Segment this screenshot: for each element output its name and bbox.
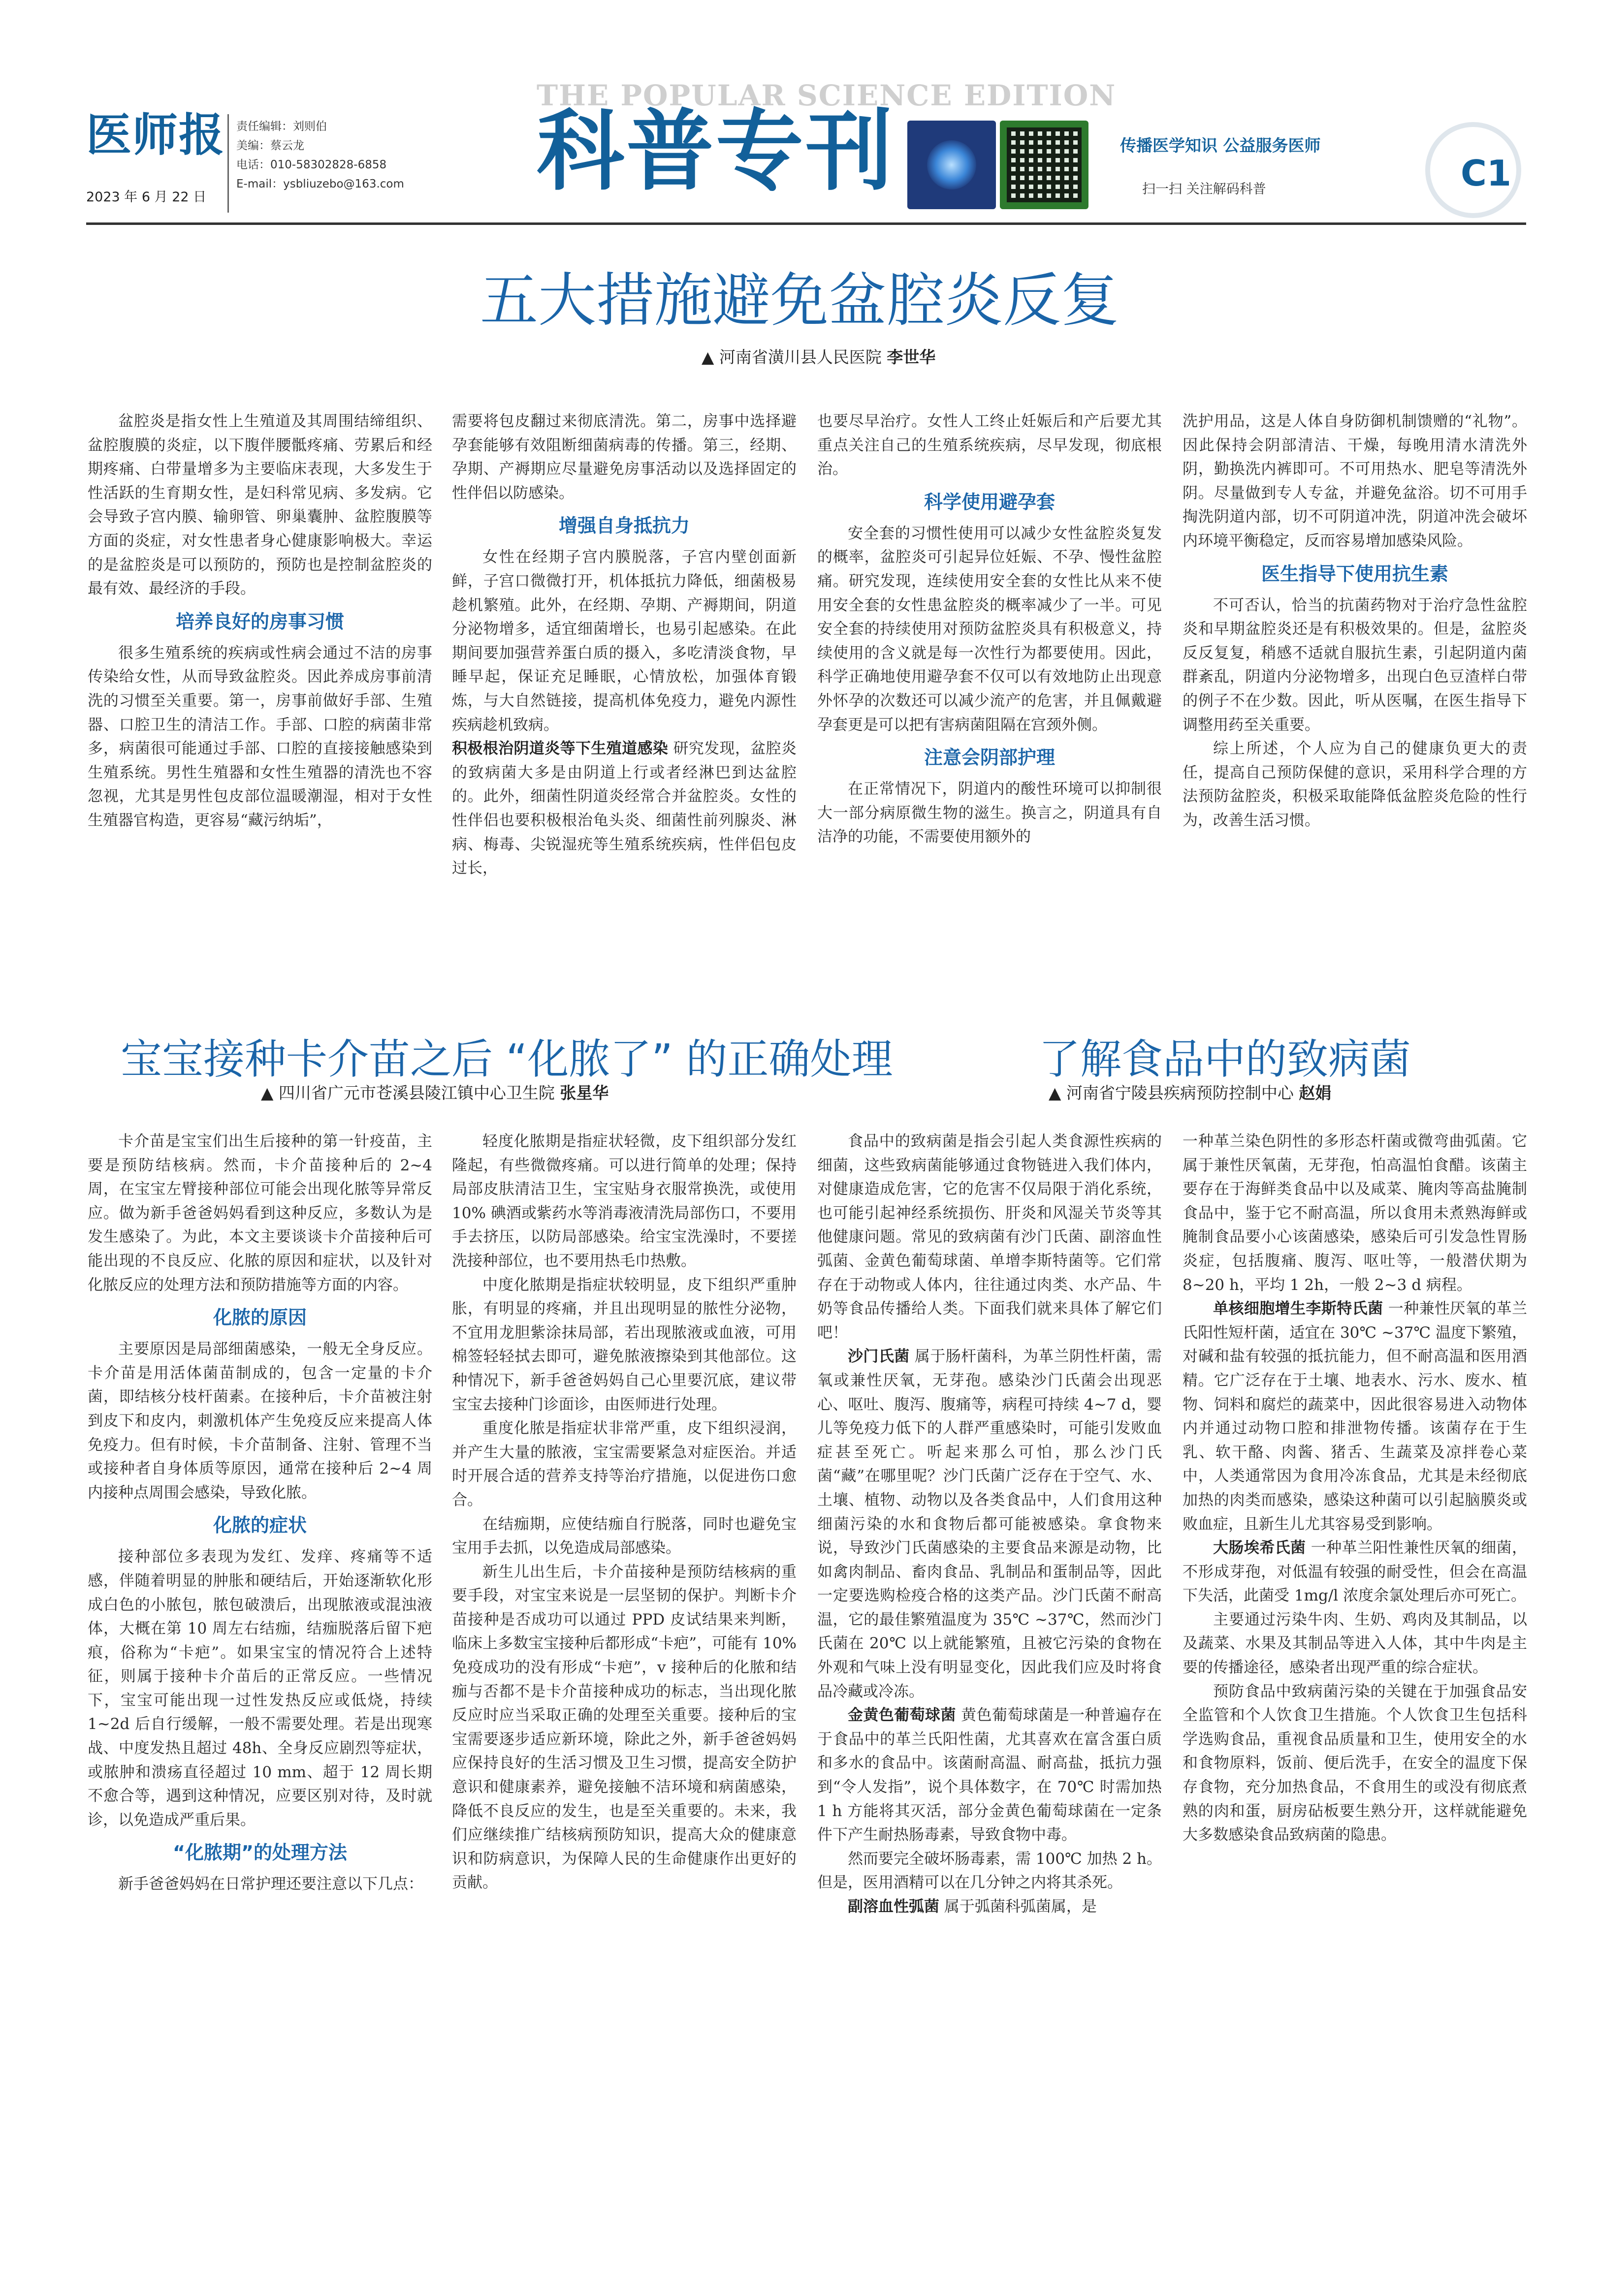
header-rule [86, 222, 1526, 225]
issue-date: 2023 年 6 月 22 日 [86, 189, 207, 205]
page-number-badge [1425, 122, 1526, 225]
paragraph-lead: 副溶血性弧菌 [848, 1898, 939, 1916]
article1-title: 五大措施避免盆腔炎反复 [480, 266, 1119, 334]
paragraph: 综上所述，个人应为自己的健康负更大的责任，提高自己预防保健的意识，采用科学合理的方法预防盆腔炎，积极采取能降低盆腔炎危险的性行为，改善生活习惯。 [1183, 740, 1527, 829]
paragraph: 女性在经期子宫内膜脱落，子宫内壁创面新鲜，子宫口微微打开，机体抵抗力降低，细菌极易趁机繁殖。此外，在经期、孕期、产褥期间，阴道分泌物增多，适宜细菌增长，也易引起感染。在此期间要加强营养蛋白质的摄入，多吃清淡食物，早睡早起，保证充足睡眠，心情放松，加强体育锻炼，与大自然链接，提高机体免疫力，避免内源性疾病趁机致病。 [452, 548, 797, 734]
paragraph: 新手爸爸妈妈在日常护理还要注意以下几点： [118, 1875, 423, 1893]
paragraph: 主要原因是局部细菌感染，一般无全身反应。卡介苗是用活体菌苗制成的，包含一定量的卡介菌，即结核分枝杆菌素。在接种后，卡介苗被注射到皮下和皮内，刺激机体产生免疫反应来提高人体免疫力。但有时候，卡介苗制备、注射、管理不当或接种者自身体质等原因，通常在接种后 2~4 周内接种点周围会感染，导致化脓。 [88, 1340, 432, 1502]
paragraph-lead: 单核细胞增生李斯特氏菌 [1213, 1300, 1383, 1318]
paragraph: 属于肠杆菌科，为革兰阴性杆菌，需氧或兼性厌氧，无芽孢。感染沙门氏菌会出现恶心、呕吐、腹泻、腹痛等，病程可持续 4~7 d，婴儿等免疫力低下的人群严重感染时，可能引发败血症甚至死亡。听起来那么可怕，那么沙门氏菌“藏”在哪里呢？沙门氏菌广泛存在于空气、水、土壤、植物、动物以及各类食品中，人们食用这种细菌污染的水和食物后都可能被感染。拿食物来说，导致沙门氏菌感染的主要食品来源是动物，比如禽肉制品、畜肉食品、乳制品和蛋制品等，因此一定要选购检疫合格的这类产品。沙门氏菌不耐高温，它的最佳繁殖温度为 35℃ ~37℃，然而沙门氏菌在 20℃ 以上就能繁殖，且被它污染的食物在外观和气味上没有明显变化，因此我们应及时将食品冷藏或冷冻。 [817, 1348, 1162, 1700]
article3-byline [1049, 1080, 1331, 1103]
paragraph: 轻度化脓期是指症状轻微，皮下组织部分发红隆起，有些微微疼痛。可以进行简单的处理；保持局部皮肤清洁卫生，宝宝贴身衣服常换洗，或使用 10% 碘酒或紫药水等消毒液清洗局部伤口，不要用手去挤压，以防局部感染。给宝宝洗澡时，不要搓洗接种部位，也不要用热毛巾热敷。 [452, 1132, 797, 1270]
paragraph: 主要通过污染牛肉、生奶、鸡肉及其制品，以及蔬菜、水果及其制品等进入人体，其中牛肉是主要的传播途径，感染者出现严重的综合症状。 [1183, 1610, 1527, 1677]
section-heading: 注意会阴部护理 [924, 747, 1055, 769]
scan-prompt: 扫一扫 关注解码科普 [1142, 182, 1266, 197]
paragraph: 在结痂期，应使结痂自行脱落，同时也避免宝宝用手去抓，以免造成局部感染。 [452, 1515, 797, 1557]
article2-column-1 [88, 1130, 432, 2276]
byline-author: 张星华 [560, 1083, 609, 1102]
article2-title: 宝宝接种卡介苗之后 “化脓了” 的正确处理 [121, 1035, 893, 1083]
paragraph: 一种兼性厌氧的革兰氏阳性短杆菌，适宜在 30℃ ~37℃ 温度下繁殖，对碱和盐有较强的抵抗能力，但不耐高温和医用酒精。它广泛存在于土壤、地表水、污水、废水、植物、饲料和腐烂的蔬菜中，因此很容易进入动物体内并通过动物口腔和排泄物传播。该菌存在于生乳、软干酪、肉酱、猪舌、生蔬菜及凉拌卷心菜中，人类通常因为食用冷冻食品，尤其是未经彻底加热的肉类而感染，感染这种菌可以引起脑膜炎或败血症，且新生儿尤其容易受到影响。 [1183, 1300, 1527, 1533]
paragraph: 洗护用品，这是人体自身防御机制馈赠的“礼物”。因此保持会阴部清洁、干燥，每晚用清水清洗外阴，勤换洗内裤即可。不可用热水、肥皂等清洗外阴。尽量做到专人专盆，并避免盆浴。切不可用手掏洗阴道内部，切不可阴道冲洗，阴道冲洗会破坏内环境平衡稳定，反而容易增加感染风险。 [1183, 412, 1527, 550]
paragraph: 黄色葡萄球菌是一种普遍存在于食品中的革兰氏阳性菌，尤其喜欢在富含蛋白质和多水的食品中。该菌耐高温、耐高盐，抵抗力强到“令人发指”，说个具体数字，在 70℃ 时需加热 1 h 方能将其灭活，部分金黄色葡萄球菌在一定条件下产生耐热肠毒素，导致食物中毒。 [817, 1706, 1162, 1844]
section-heading: “化脓期”的处理方法 [173, 1842, 347, 1864]
newspaper-logo: 医师报 [86, 108, 225, 161]
article2-byline [261, 1080, 608, 1103]
edition-slogan: 传播医学知识 公益服务医师 [1120, 136, 1321, 155]
paragraph: 卡介苗是宝宝们出生后接种的第一针疫苗，主要是预防结核病。然而，卡介苗接种后的 2~4 周，在宝宝左臂接种部位可能会出现化脓等异常反应。做为新手爸爸妈妈看到这种反应，多数认为是发生感染了。为此，本文主要谈谈卡介苗接种后可能出现的不良反应、化脓的原因和症状，以及针对化脓反应的处理方法和预防措施等方面的内容。 [88, 1132, 432, 1294]
article1-column-3 [817, 409, 1162, 980]
page-number: C1 [1461, 153, 1511, 194]
masthead-divider [227, 114, 229, 213]
section-heading: 培养良好的房事习惯 [175, 610, 344, 632]
paragraph-lead: 积极根治阴道炎等下生殖道感染 [452, 740, 669, 758]
paragraph: 重度化脓是指症状非常严重，皮下组织浸润，并产生大量的脓液，宝宝需要紧急对症医治。并适时开展合适的营养支持等治疗措施，以促进伤口愈合。 [452, 1419, 797, 1509]
editor-info [236, 117, 404, 194]
article1-column-2 [452, 409, 797, 980]
paragraph: 属于弧菌科弧菌属，是 [944, 1898, 1097, 1916]
article3-column-2 [1183, 1130, 1527, 2276]
paragraph: 接种部位多表现为发红、发痒、疼痛等不适感，伴随着明显的肿胀和硬结后，开始逐渐软化形成白色的小脓包，脓包破溃后，出现脓液或混浊液体，大概在第 10 周左右结痂，结痂脱落后留下疤痕，俗称为“卡疤”。如果宝宝的情况符合上述特征，则属于接种卡介苗后的正常反应。一些情况下，宝宝可能出现一过性发热反应或低烧，持续 1~2d 后自行缓解，一般不需要处理。若是出现寒战、中度发热且超过 48h、全身反应剧烈等症状，或脓肿和溃疡直径超过 10 mm、超于 12 周长期不愈合等，遇到这种情况，应要区别对待，及时就诊，以免造成严重后果。 [88, 1548, 432, 1829]
edition-subtitle: THE POPULAR SCIENCE EDITION [537, 79, 1117, 112]
section-heading: 增强自身抵抗力 [558, 515, 690, 537]
edition-title: 科普专刊 [537, 99, 895, 202]
paragraph: 不可否认，恰当的抗菌药物对于治疗急性盆腔炎和早期盆腔炎还是有积极效果的。但是，盆腔炎反反复复，稍感不适就自服抗生素，引起阴道内菌群紊乱，阴道内分泌物增多，出现白色豆渣样白带的例子不在少数。因此，听从医嘱，在医生指导下调整用药至关重要。 [1183, 596, 1527, 734]
byline-author: 李世华 [887, 347, 936, 367]
paragraph: 很多生殖系统的疾病或性病会通过不洁的房事传染给女性，从而导致盆腔炎。因此养成房事前清洗的习惯至关重要。第一，房事前做好手部、生殖器、口腔卫生的清洁工作。手部、口腔的病菌非常多，病菌很可能通过手部、口腔的直接接触感染到生殖系统。男性生殖器和女性生殖器的清洗也不容忽视，尤其是男性包皮部位温暖潮湿，相对于女性生殖器官构造，更容易“藏污纳垢”， [88, 644, 432, 829]
article1-byline [702, 345, 935, 368]
qr-code-image[interactable] [1000, 121, 1088, 209]
paragraph: 然而要完全破坏肠毒素，需 100℃ 加热 2 h。但是，医用酒精可以在几分钟之内将其杀死。 [817, 1850, 1162, 1892]
paragraph: 中度化脓期是指症状较明显，皮下组织严重肿胀，有明显的疼痛，并且出现明显的脓性分泌物，不宜用龙胆紫涂抹局部，若出现脓液或血液，可用棉签轻轻拭去即可，避免脓液擦染到其他部位。这种情况下，新手爸爸妈妈自己心里要沉底，建议带宝宝去接种门诊面诊，由医师进行处理。 [452, 1276, 797, 1414]
paragraph: 研究发现，盆腔炎的致病菌大多是由阴道上行或者经淋巴到达盆腔的。此外，细菌性阴道炎经常合并盆腔炎。女性的性伴侣也要积极根治龟头炎、细菌性前列腺炎、淋病、梅毒、尖锐湿疣等生殖系统疾病，性伴侣包皮过长， [452, 740, 797, 878]
byline-org: ▲ 河南省宁陵县疾病预防控制中心 [1049, 1083, 1294, 1102]
paragraph: 安全套的习惯性使用可以减少女性盆腔炎复发的概率，盆腔炎可引起异位妊娠、不孕、慢性盆腔痛。研究发现，连续使用安全套的女性比从来不使用安全套的女性患盆腔炎的概率减少了一半。可见安全套的持续使用对预防盆腔炎具有积极意义，持续使用的含义就是每一次性行为都要使用。因此，科学正确地使用避孕套不仅可以有效地防止出现意外怀孕的次数还可以减少流产的危害，并且佩戴避孕套更是可以把有害病菌阻隔在宫颈外侧。 [817, 524, 1162, 734]
section-heading: 化脓的症状 [213, 1514, 307, 1537]
paragraph: 盆腔炎是指女性上生殖道及其周围结缔组织、盆腔腹膜的炎症，以下腹伴腰骶疼痛、劳累后和经期疼痛、白带量增多为主要临床表现，大多发生于性活跃的生育期女性，是妇科常见病、多发病。它会导致子宫内膜、输卵管、卵巢囊肿、盆腔腹膜等方面的炎症，对女性患者身心健康影响极大。幸运的是盆腔炎是可以预防的，预防也是控制盆腔炎的最有效、最经济的手段。 [88, 412, 432, 598]
editor-email: E-mail：ysbliuzebo@163.com [236, 178, 404, 190]
paragraph-lead: 大肠埃希氏菌 [1213, 1539, 1306, 1557]
section-heading: 医生指导下使用抗生素 [1261, 563, 1448, 585]
paragraph-lead: 金黄色葡萄球菌 [848, 1706, 956, 1725]
section-heading: 科学使用避孕套 [924, 491, 1055, 513]
article1-column-1 [88, 409, 432, 980]
article3-title: 了解食品中的致病菌 [1039, 1035, 1411, 1083]
byline-author: 赵娟 [1299, 1083, 1332, 1102]
paragraph: 预防食品中致病菌污染的关键在于加强食品安全监管和个人饮食卫生措施。个人饮食卫生包括科学选购食品，重视食品质量和卫生，使用安全的水和食物原料，饭前、便后洗手，在安全的温度下保存食物，充分加热食品，不食用生的或没有彻底煮熟的肉和蛋，厨房砧板要生熟分开，这样就能避免大多数感染食品致病菌的隐患。 [1183, 1682, 1527, 1844]
byline-org: ▲ 河南省潢川县人民医院 [702, 347, 882, 367]
paragraph: 食品中的致病菌是指会引起人类食源性疾病的细菌，这些致病菌能够通过食物链进入我们体内，对健康造成危害，它的危害不仅局限于消化系统，也可能引起神经系统损伤、肝炎和风湿关节炎等其他健康问题。常见的致病菌有沙门氏菌、副溶血性弧菌、金黄色葡萄球菌、单增李斯特菌等。它们常存在于动物或人体内，往往通过肉类、水产品、牛奶等食品传播给人类。下面我们就来具体了解它们吧！ [817, 1132, 1162, 1342]
designer-name: 美编：蔡云龙 [236, 139, 304, 152]
paragraph: 在正常情况下，阴道内的酸性环境可以抑制很大一部分病原微生物的滋生。换言之，阴道具有自洁净的功能，不需要使用额外的 [817, 780, 1162, 846]
article1-column-4 [1183, 409, 1527, 980]
byline-org: ▲ 四川省广元市苍溪县陵江镇中心卫生院 [261, 1083, 555, 1102]
editor-name: 责任编辑：刘则伯 [236, 120, 327, 133]
paragraph-lead: 沙门氏菌 [848, 1348, 910, 1366]
program-logo-image [907, 121, 996, 209]
paragraph: 一种革兰阳性兼性厌氧的细菌，不形成芽孢，对低温有较强的耐受性，但会在高温下失活，此菌受 1mg/l 浓度余氯处理后亦可死亡。 [1183, 1539, 1527, 1605]
section-heading: 化脓的原因 [213, 1307, 307, 1329]
paragraph: 新生儿出生后，卡介苗接种是预防结核病的重要手段，对宝宝来说是一层坚韧的保护。判断卡介苗接种是否成功可以通过 PPD 皮试结果来判断，临床上多数宝宝接种后都形成“卡疤”，可能有 10% 免疫成功的没有形成“卡疤”，v 接种后的化脓和结痂与否都不是卡介苗接种成功的标志，当出现化脓反应时应当采取正确的处理至关重要。接种后的宝宝需要逐步适应新环境，除此之外，新手爸爸妈妈应保持良好的生活习惯及卫生习惯，提高安全防护意识和健康素养，避免接触不洁环境和病菌感染，降低不良反应的发生，也是至关重要的。未来，我们应继续推广结核病预防知识，提高大众的健康意识和防病意识，为保障人民的生命健康作出更好的贡献。 [452, 1563, 797, 1892]
paragraph: 需要将包皮翻过来彻底清洗。第二，房事中选择避孕套能够有效阻断细菌病毒的传播。第三，经期、孕期、产褥期应尽量避免房事活动以及选择固定的性伴侣以防感染。 [452, 412, 797, 502]
paragraph: 也要尽早治疗。女性人工终止妊娠后和产后要尤其重点关注自己的生殖系统疾病，尽早发现，彻底根治。 [817, 412, 1162, 478]
article2-column-2 [452, 1130, 797, 2276]
article3-column-1 [817, 1130, 1162, 2276]
editor-phone: 电话：010-58302828-6858 [236, 158, 387, 171]
paragraph: 一种革兰染色阴性的多形态杆菌或微弯曲弧菌。它属于兼性厌氧菌，无芽孢，怕高温怕食醋。该菌主要存在于海鲜类食品中以及咸菜、腌肉等高盐腌制食品中，鉴于它不耐高温，所以食用未煮熟海鲜或腌制食品要小心该菌感染，感染后可引发急性胃肠炎症，包括腹痛、腹泻、呕吐等，一般潜伏期为 8~20 h，平均 1 2h，一般 2~3 d 病程。 [1183, 1132, 1527, 1294]
